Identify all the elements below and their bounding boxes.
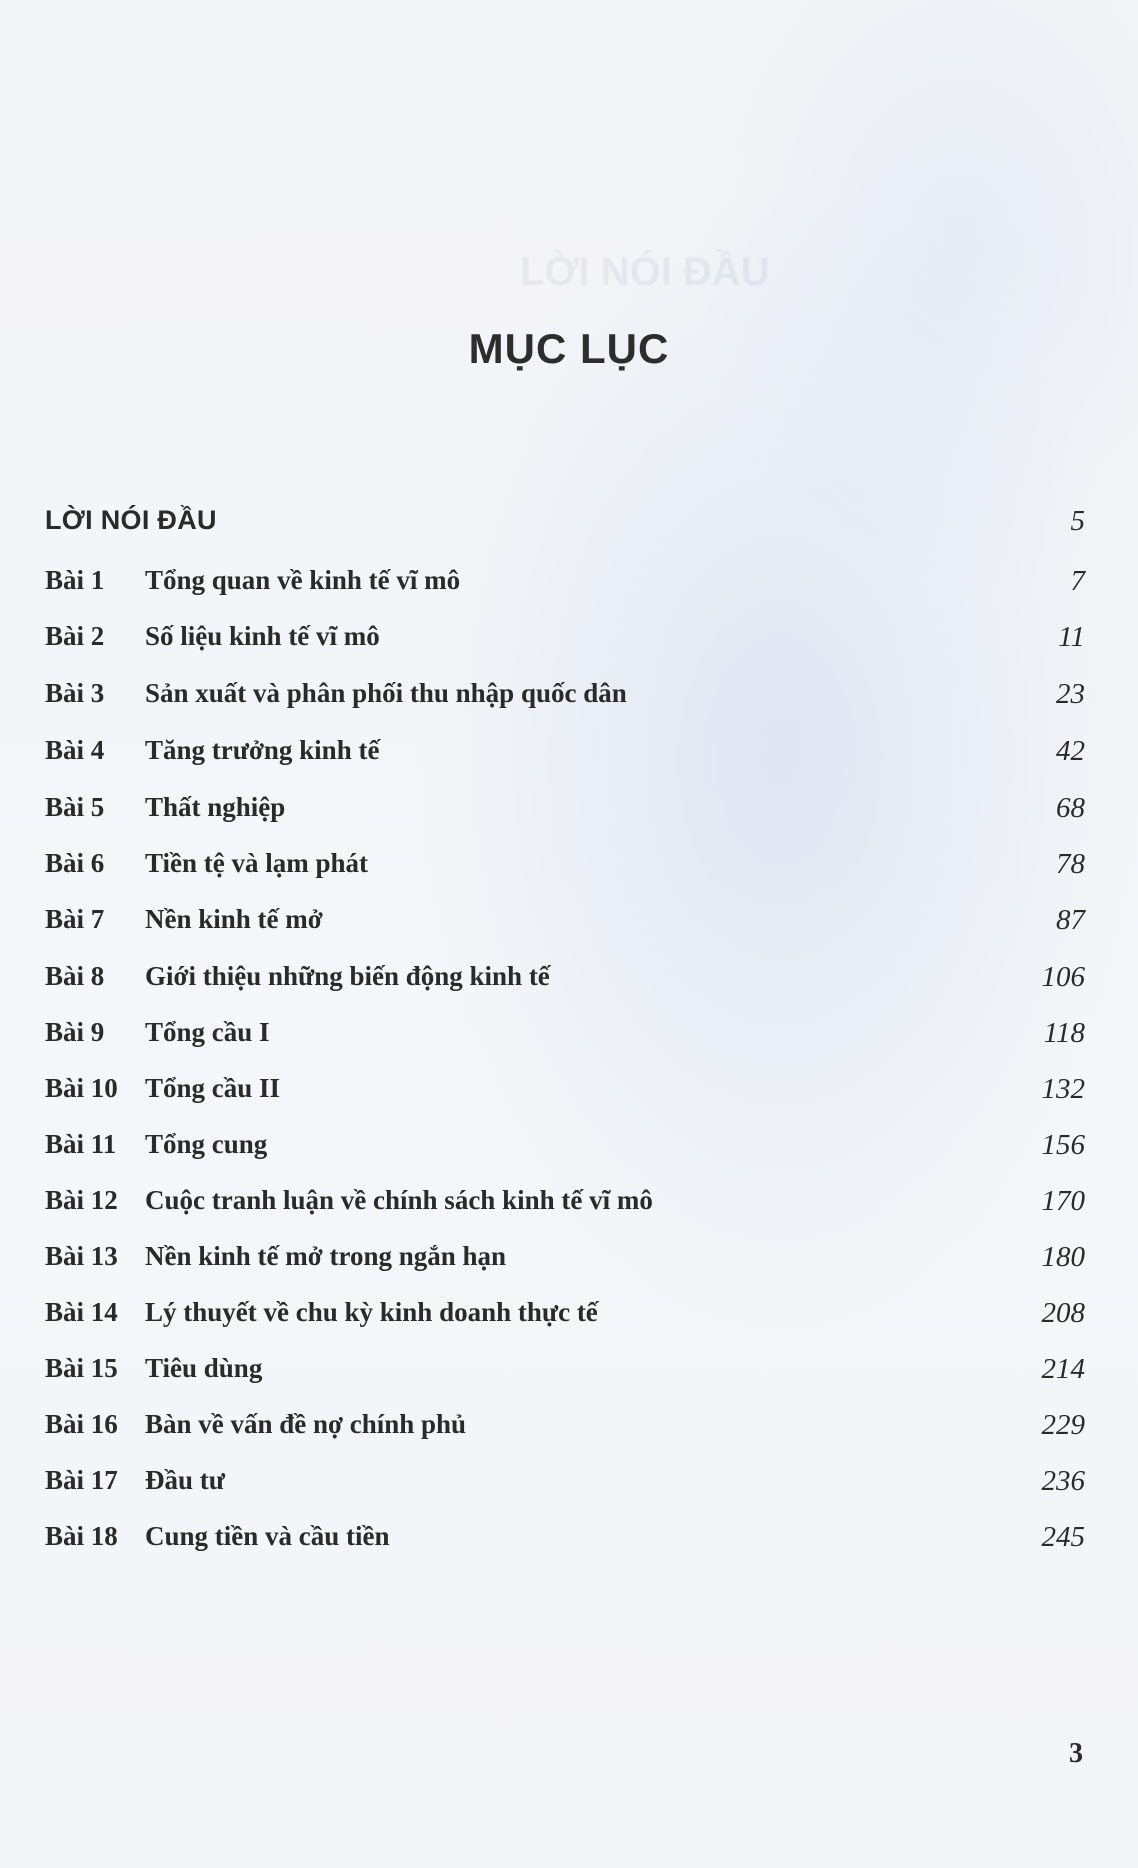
toc-entry-title: Tổng cầu I	[145, 1017, 270, 1047]
toc-entry-page: 78	[1056, 848, 1085, 880]
toc-entry-page: 208	[1041, 1297, 1085, 1329]
toc-row[interactable]	[45, 792, 1085, 832]
toc-row[interactable]	[45, 1017, 1085, 1057]
toc-preface-page: 5	[1070, 505, 1085, 537]
toc-entry-title: Giới thiệu những biến động kinh tế	[145, 961, 550, 991]
toc-entry-label: Bài 3	[45, 678, 105, 708]
toc-entry-title: Tiêu dùng	[145, 1353, 263, 1383]
toc-row[interactable]	[45, 1297, 1085, 1337]
toc-entry-label: Bài 5	[45, 792, 105, 822]
toc-entry-label: Bài 6	[45, 848, 105, 878]
page-title: MỤC LỤC	[468, 325, 670, 372]
toc-entry-title: Sản xuất và phân phối thu nhập quốc dân	[145, 678, 627, 708]
toc-row[interactable]	[45, 848, 1085, 888]
toc-row[interactable]	[45, 735, 1085, 775]
toc-entry-title: Tổng cầu II	[145, 1073, 281, 1103]
toc-entry-label: Bài 13	[45, 1241, 118, 1271]
toc-row-preface[interactable]	[45, 505, 1085, 545]
toc-entry-title: Số liệu kinh tế vĩ mô	[145, 621, 380, 651]
toc-row[interactable]	[45, 1465, 1085, 1505]
toc-entry-label: Bài 17	[45, 1465, 118, 1495]
toc-entry-page: 170	[1041, 1185, 1085, 1217]
toc-entry-title: Tiền tệ và lạm phát	[145, 848, 369, 878]
toc-entry-page: 229	[1041, 1409, 1085, 1441]
toc-entry-label: Bài 18	[45, 1521, 118, 1551]
toc-entry-page: 118	[1043, 1017, 1085, 1049]
toc-preface-label: LỜI NÓI ĐẦU	[45, 505, 217, 535]
toc-row[interactable]	[45, 678, 1085, 718]
toc-entry-label: Bài 15	[45, 1353, 118, 1383]
toc-entry-page: 11	[1058, 621, 1085, 653]
toc-entry-title: Lý thuyết về chu kỳ kinh doanh thực tế	[145, 1297, 598, 1327]
toc-entry-title: Nền kinh tế mở trong ngắn hạn	[145, 1241, 507, 1271]
toc-entry-title: Thất nghiệp	[145, 792, 286, 822]
toc-entry-title: Tăng trưởng kinh tế	[145, 735, 380, 765]
toc-row[interactable]	[45, 1241, 1085, 1281]
toc-entry-page: 180	[1041, 1241, 1085, 1273]
toc-entry-page: 42	[1056, 735, 1085, 767]
toc-row[interactable]	[45, 621, 1085, 661]
toc-entry-page: 236	[1041, 1465, 1085, 1497]
toc-entry-page: 106	[1041, 961, 1085, 993]
toc-entry-page: 68	[1056, 792, 1085, 824]
toc-entry-title: Tổng cung	[145, 1129, 268, 1159]
toc-entry-label: Bài 12	[45, 1185, 118, 1215]
toc-entry-label: Bài 1	[45, 565, 105, 595]
toc-row[interactable]	[45, 1073, 1085, 1113]
toc-entry-label: Bài 11	[45, 1129, 117, 1159]
toc-row[interactable]	[45, 565, 1085, 605]
toc-entry-title: Cung tiền và cầu tiền	[145, 1521, 390, 1551]
toc-entry-label: Bài 10	[45, 1073, 118, 1103]
toc-entry-page: 132	[1041, 1073, 1085, 1105]
page-number: 3	[1069, 1738, 1083, 1769]
toc-entry-page: 7	[1070, 565, 1085, 597]
toc-row[interactable]	[45, 1185, 1085, 1225]
toc-entry-page: 87	[1056, 904, 1085, 936]
toc-entry-page: 245	[1041, 1521, 1085, 1553]
toc-entry-label: Bài 7	[45, 904, 105, 934]
toc-entry-label: Bài 14	[45, 1297, 118, 1327]
toc-entry-title: Cuộc tranh luận về chính sách kinh tế vĩ mô	[145, 1185, 653, 1215]
toc-row[interactable]	[45, 1129, 1085, 1169]
toc-entry-title: Đầu tư	[145, 1465, 225, 1495]
toc-entry-page: 23	[1056, 678, 1085, 710]
toc-row[interactable]	[45, 961, 1085, 1001]
toc-entry-label: Bài 4	[45, 735, 105, 765]
toc-row[interactable]	[45, 1521, 1085, 1561]
toc-row[interactable]	[45, 904, 1085, 944]
show-through-heading: LỜI NÓI ĐẦU	[520, 250, 770, 294]
toc-entry-label: Bài 8	[45, 961, 105, 991]
toc-entry-title: Bàn về vấn đề nợ chính phủ	[145, 1409, 467, 1439]
toc-entry-label: Bài 2	[45, 621, 105, 651]
toc-entry-title: Tổng quan về kinh tế vĩ mô	[145, 565, 461, 595]
toc-row[interactable]	[45, 1409, 1085, 1449]
toc-entry-title: Nền kinh tế mở	[145, 904, 323, 934]
toc-entry-label: Bài 9	[45, 1017, 105, 1047]
toc-entry-page: 214	[1041, 1353, 1085, 1385]
toc-row[interactable]	[45, 1353, 1085, 1393]
toc-entry-page: 156	[1041, 1129, 1085, 1161]
toc-entry-label: Bài 16	[45, 1409, 118, 1439]
